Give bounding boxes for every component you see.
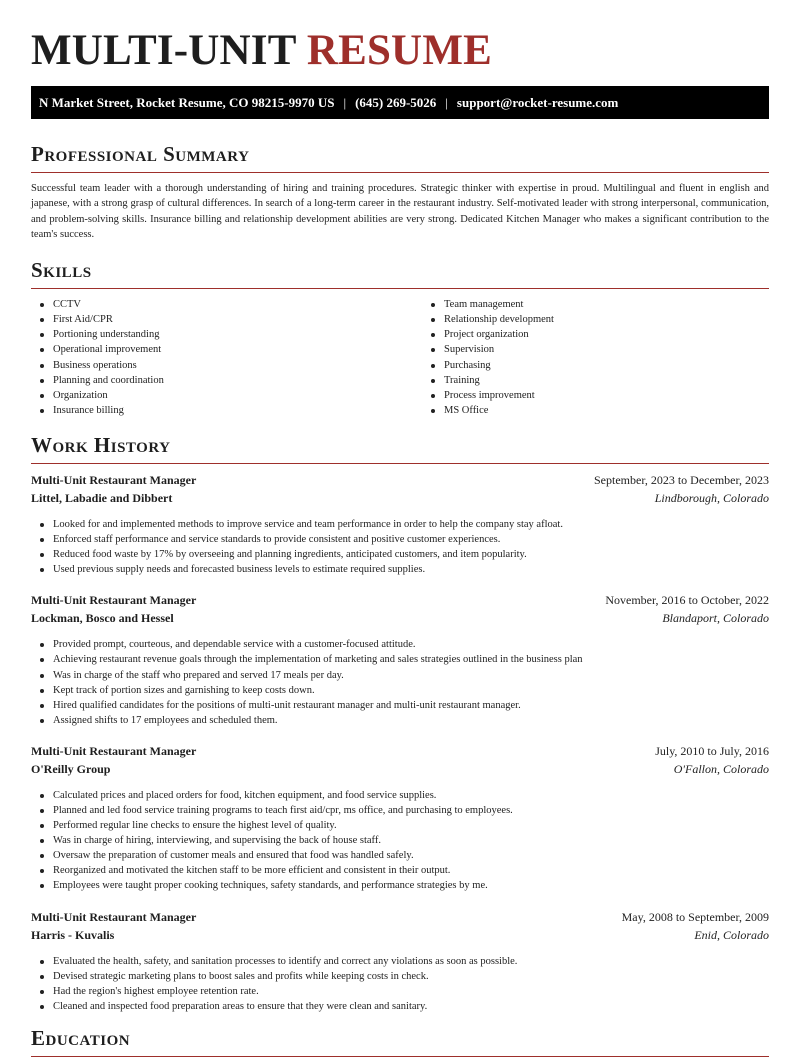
skill-item: MS Office — [444, 403, 800, 418]
skill-item: Insurance billing — [53, 403, 422, 418]
job-dates: May, 2008 to September, 2009 — [621, 909, 769, 924]
skills-columns — [31, 297, 769, 418]
skills-heading: Skills — [31, 258, 769, 289]
job-bullets — [31, 637, 769, 728]
skill-item: Relationship development — [444, 312, 800, 327]
skill-item: Supervision — [444, 342, 800, 357]
resume-title — [31, 0, 769, 74]
job-company-row — [31, 491, 769, 509]
job-title: Multi-Unit Restaurant Manager — [31, 909, 197, 924]
job-location: Enid, Colorado — [694, 927, 769, 942]
job-list — [31, 473, 769, 1014]
job-bullets — [31, 517, 769, 577]
job-bullet: Reduced food waste by 17% by overseeing and planning ingredients, anticipated customers, and item popularity. — [53, 547, 769, 562]
job-bullet: Was in charge of hiring, interviewing, and supervising the back of house staff. — [53, 833, 769, 848]
job-location: Blandaport, Colorado — [662, 611, 769, 626]
job-bullet: Used previous supply needs and forecasted business levels to estimate required supplies. — [53, 562, 769, 577]
job-header-row — [31, 593, 769, 611]
job-bullet: Oversaw the preparation of customer meals and ensured that food was handled safely. — [53, 848, 769, 863]
contact-phone: (645) 269-5026 — [355, 94, 437, 110]
education-heading: Education — [31, 1026, 769, 1057]
job-bullet: Planned and led food service training programs to teach first aid/cpr, ms office, and purchasing to employees. — [53, 803, 769, 818]
contact-bar — [31, 86, 769, 119]
job-bullet: Evaluated the health, safety, and sanitation processes to identify and correct any violations as soon as possible. — [53, 954, 769, 969]
skill-item: Planning and coordination — [53, 373, 422, 388]
skill-item: Process improvement — [444, 388, 800, 403]
skills-list-left — [31, 297, 422, 418]
work-history-section — [31, 433, 769, 1014]
job-bullet: Achieving restaurant revenue goals through the implementation of marketing and sales strategies outlined in the business plan — [53, 652, 769, 667]
skill-item: Training — [444, 373, 800, 388]
job-bullet: Looked for and implemented methods to improve service and team performance in order to help the company stay afloat. — [53, 517, 769, 532]
job-dates: November, 2016 to October, 2022 — [605, 593, 769, 608]
contact-separator: | — [445, 94, 448, 110]
job-company-row — [31, 762, 769, 780]
contact-separator: | — [343, 94, 347, 110]
job-bullet: Calculated prices and placed orders for food, kitchen equipment, and food service supplies. — [53, 788, 769, 803]
job-company: Littel, Labadie and Dibbert — [31, 490, 173, 505]
job-company-row — [31, 611, 769, 629]
job-bullet: Cleaned and inspected food preparation areas to ensure that they were clean and sanitary. — [53, 999, 769, 1014]
job-bullet: Reorganized and motivated the kitchen staff to be more efficient and consistent in their output. — [53, 863, 769, 878]
job-dates: July, 2010 to July, 2016 — [655, 743, 769, 758]
job-bullet: Employees were taught proper cooking techniques, safety standards, and performance strategies by me. — [53, 878, 769, 893]
job-bullet: Hired qualified candidates for the positions of multi-unit restaurant manager and multi-unit restaurant manager. — [53, 698, 769, 713]
job-location: O'Fallon, Colorado — [673, 761, 769, 776]
job-bullet: Had the region's highest employee retention rate. — [53, 984, 769, 999]
work-history-heading: Work History — [31, 433, 769, 464]
skills-section — [31, 258, 769, 418]
skill-item: Organization — [53, 388, 422, 403]
skill-item: First Aid/CPR — [53, 312, 422, 327]
job-bullet: Performed regular line checks to ensure the highest level of quality. — [53, 818, 769, 833]
job-bullets — [31, 788, 769, 894]
job-company-row — [31, 928, 769, 946]
skill-item: Operational improvement — [53, 342, 422, 357]
skill-item: Portioning understanding — [53, 327, 422, 342]
job-title: Multi-Unit Restaurant Manager — [31, 593, 197, 608]
job-company: Harris - Kuvalis — [31, 927, 115, 942]
job-bullet: Enforced staff performance and service standards to provide consistent and positive customer experiences. — [53, 532, 769, 547]
summary-text: Successful team leader with a thorough understanding of hiring and training procedures. Strategic thinker with expertise in proud. Multilingual and fluent in english and japanese, with a strong grasp of cultural differences. In search of a long-term career in the restaurant industry. Self-motivated leader with strong interpersonal, communication, and problem-solving skills. Insurance billing and relationship development abilities are very strong. Dedicated Kitchen Manager who makes a significant contribution to the team's success. — [31, 183, 769, 240]
job-company: O'Reilly Group — [31, 761, 111, 776]
summary-heading: Professional Summary — [31, 142, 769, 173]
skill-item: Project organization — [444, 327, 800, 342]
job-entry — [31, 473, 769, 577]
skill-item: CCTV — [53, 297, 422, 312]
skill-item: Team management — [444, 297, 800, 312]
job-company: Lockman, Bosco and Hessel — [31, 611, 174, 626]
contact-email: support@rocket-resume.com — [456, 94, 619, 110]
job-title: Multi-Unit Restaurant Manager — [31, 472, 197, 487]
job-bullet: Provided prompt, courteous, and dependable service with a customer-focused attitude. — [53, 637, 769, 652]
skill-item: Business operations — [53, 358, 422, 373]
job-title: Multi-Unit Restaurant Manager — [31, 743, 197, 758]
skill-item: Purchasing — [444, 358, 800, 373]
job-entry — [31, 593, 769, 728]
job-header-row — [31, 910, 769, 928]
skills-list-right — [422, 297, 800, 418]
job-entry — [31, 910, 769, 1014]
job-bullet: Devised strategic marketing plans to boost sales and profits while keeping costs in check. — [53, 969, 769, 984]
job-bullet: Assigned shifts to 17 employees and scheduled them. — [53, 713, 769, 728]
job-bullet: Kept track of portion sizes and garnishing to keep costs down. — [53, 683, 769, 698]
education-section — [31, 1026, 769, 1057]
job-dates: September, 2023 to December, 2023 — [594, 472, 769, 487]
job-header-row — [31, 473, 769, 491]
job-bullets — [31, 954, 769, 1014]
job-bullet: Was in charge of the staff who prepared and served 17 meals per day. — [53, 668, 769, 683]
contact-address: N Market Street, Rocket Resume, CO 98215-9970 US — [39, 94, 335, 110]
job-location: Lindborough, Colorado — [654, 490, 769, 505]
title-part-1: MULTI-UNIT — [31, 27, 296, 74]
summary-section — [31, 142, 769, 242]
job-entry — [31, 744, 769, 894]
job-header-row — [31, 744, 769, 762]
title-part-2: RESUME — [306, 27, 492, 74]
